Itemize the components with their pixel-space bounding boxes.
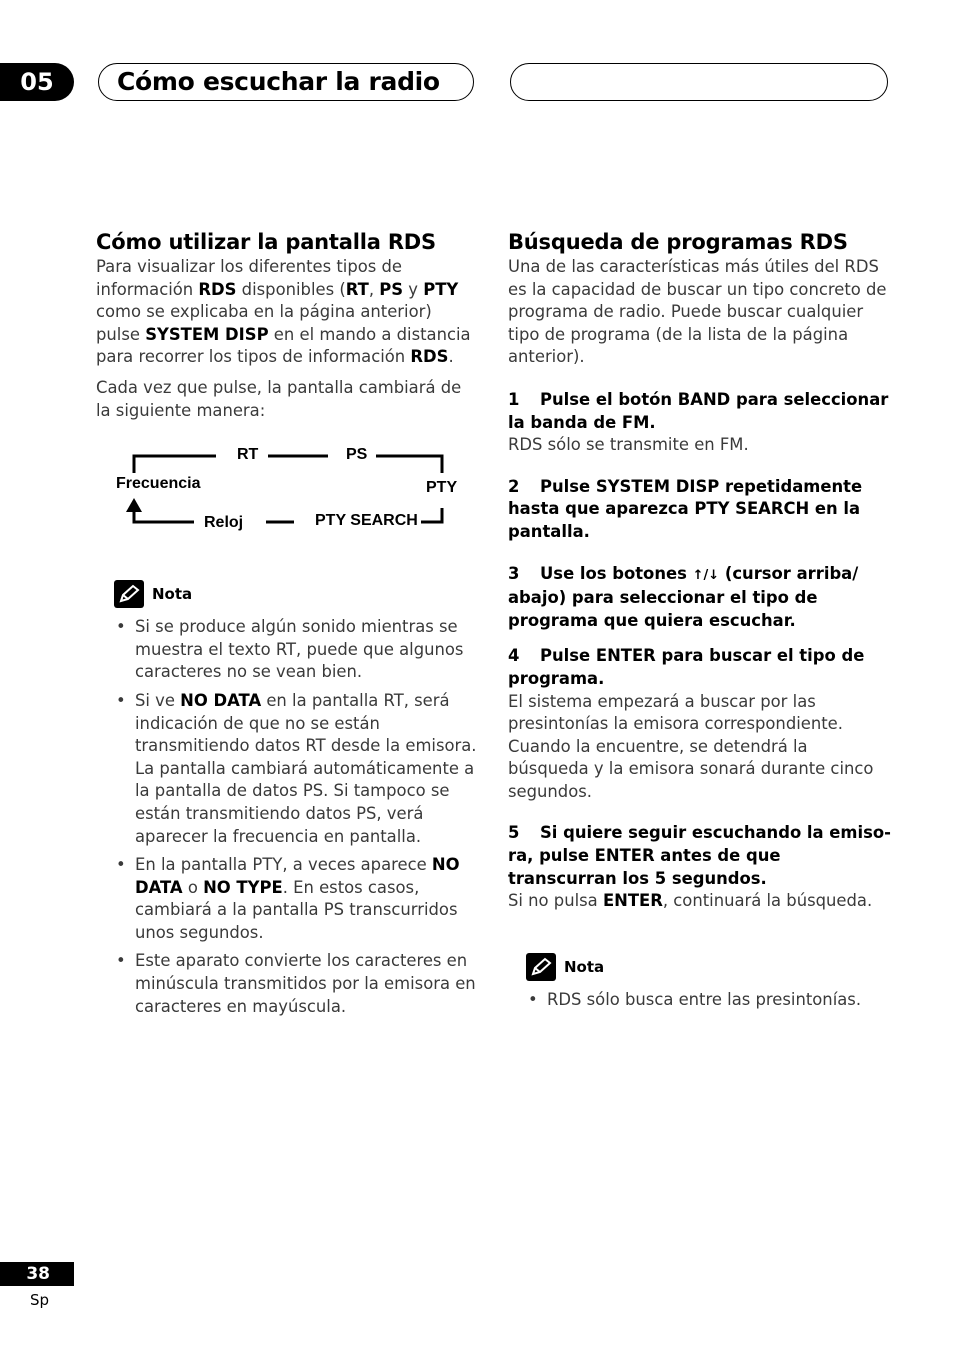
step-4: [508, 645, 893, 803]
step-number: 1: [508, 389, 520, 409]
up-down-arrow-icon: ↑/↓: [692, 567, 720, 583]
bold-term: ENTER: [602, 891, 663, 911]
diagram-label-ps: PS: [346, 446, 368, 464]
step-5: [508, 822, 893, 912]
diagram-label-rt: RT: [237, 446, 259, 464]
right-column: [508, 228, 893, 1017]
note-label: Nota: [152, 584, 193, 603]
step-description: Si no pulsa ENTER, continuará la búsqueda.: [508, 891, 873, 911]
step-number: 4: [508, 646, 520, 666]
chapter-title-frame: [98, 63, 474, 101]
bold-term: NO TYPE: [203, 877, 283, 897]
left-section-title: Cómo utilizar la pantalla RDS: [96, 230, 436, 254]
step-3: [508, 563, 893, 633]
left-second-paragraph: Cada vez que pulse, la pantalla cambiará de la siguiente manera:: [96, 377, 462, 420]
bold-term: RDS: [410, 347, 449, 367]
diagram-lines: [96, 440, 480, 560]
rds-display-cycle-diagram: [96, 440, 480, 560]
step-number: 5: [508, 823, 520, 843]
step-instruction: Pulse SYSTEM DISP repetidamente hasta que aparezca PTY SEARCH en la pantalla.: [508, 476, 863, 541]
pencil-icon: [526, 953, 556, 981]
right-section-title: Búsqueda de programas RDS: [508, 230, 848, 254]
step-instruction: Pulse el botón BAND para seleccionar la banda de FM.: [508, 389, 889, 432]
diagram-label-reloj: Reloj: [204, 514, 244, 532]
right-note-list: [508, 989, 893, 1012]
note-item: • RDS sólo busca entre las presintonías.: [508, 989, 893, 1012]
bold-term: RT: [345, 279, 369, 299]
step-instruction: Pulse ENTER para buscar el tipo de programa.: [508, 646, 865, 688]
step-instruction: Use los botones ↑/↓ (cursor arriba/ abajo) para seleccionar el tipo de programa que quiera escuchar.: [508, 563, 859, 630]
left-column: [96, 228, 480, 1024]
left-intro-paragraph: Para visualizar los diferentes tipos de información RDS disponibles (RT, PS y PTY como se explicaba en la página anterior) pulse SYSTEM DISP en el mando a distancia para recorrer los tipos de información RDS.: [96, 257, 471, 367]
page-number: 38: [0, 1262, 74, 1286]
step-description: El sistema empezará a buscar por las presintonías la emisora correspondiente. Cuando la encuentre, se detendrá la búsqueda y la emisora sonará durante cinco segundos.: [508, 691, 874, 801]
chapter-title: Cómo escuchar la radio: [117, 67, 440, 96]
step-description: RDS sólo se transmite en FM.: [508, 435, 749, 455]
bold-term: PTY: [423, 279, 459, 299]
header-blank-frame: [510, 63, 888, 101]
bold-term: NO DATA: [180, 690, 262, 710]
language-code: Sp: [30, 1291, 50, 1309]
left-note-list: [96, 616, 480, 1018]
right-intro-paragraph: Una de las características más útiles del RDS es la capacidad de buscar un tipo concreto de programa de radio. Puede buscar cualquier tipo de programa (de la lista de la página anterior).: [508, 257, 887, 367]
diagram-label-pty: PTY: [426, 479, 458, 497]
bold-term: NO DATA: [135, 855, 460, 897]
step-1: [508, 389, 893, 457]
note-item: • En la pantalla PTY, a veces aparece NO DATA o NO TYPE. En estos casos, cambiará a la pantalla PS transcurridos unos segundos.: [96, 854, 480, 944]
pencil-icon: [114, 580, 144, 608]
bold-term: SYSTEM DISP: [145, 324, 269, 344]
step-number: 2: [508, 476, 520, 496]
note-item: • Si se produce algún sonido mientras se muestra el texto RT, puede que algunos caracteres no se vean bien.: [96, 616, 480, 684]
step-number: 3: [508, 563, 520, 583]
note-label: Nota: [564, 957, 605, 976]
chapter-number: 05: [0, 63, 74, 101]
diagram-label-pty-search: PTY SEARCH: [315, 512, 418, 530]
step-2: [508, 476, 893, 544]
left-note-header: [114, 580, 480, 608]
bold-term: RDS: [198, 279, 237, 299]
right-note-header: [526, 953, 893, 981]
step-instruction: Si quiere seguir escuchando la emiso-ra, pulse ENTER antes de que transcurran los 5 segundos.: [508, 823, 891, 888]
diagram-label-frecuencia: Frecuencia: [116, 475, 201, 493]
note-item: • Este aparato convierte los caracteres en minúscula transmitidos por la emisora en caracteres en mayúscula.: [96, 950, 480, 1018]
bold-term: PS: [379, 279, 404, 299]
note-item: • Si ve NO DATA en la pantalla RT, será indicación de que no se están transmitiendo datos RT desde la emisora. La pantalla cambiará automáticamente a la pantalla de datos PS. Si tampoco se están transmitiendo datos PS, verá aparecer la frecuencia en pantalla.: [96, 690, 480, 848]
